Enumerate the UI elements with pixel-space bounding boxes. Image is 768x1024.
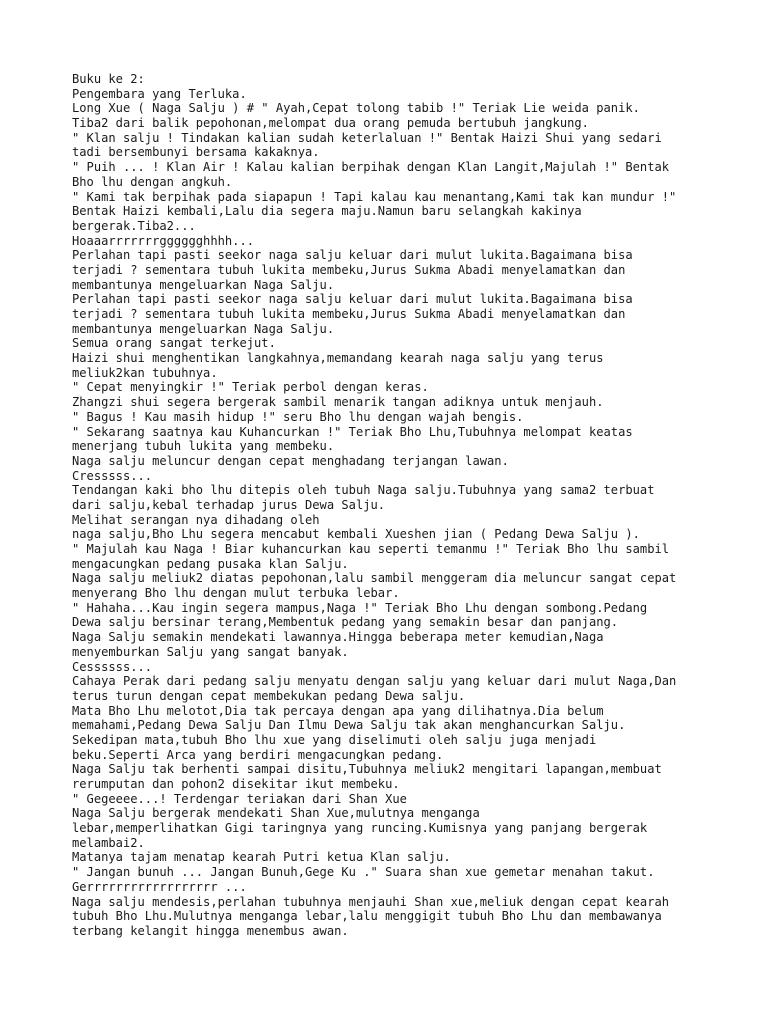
text-line: Gerrrrrrrrrrrrrrrrrr ... bbox=[72, 879, 247, 894]
text-line: Zhangzi shui segera bergerak sambil menarik tangan adiknya untuk menjauh. bbox=[72, 395, 604, 410]
text-line: menerjang tubuh lukita yang membeku. bbox=[72, 439, 335, 454]
text-line: Cahaya Perak dari pedang salju menyatu dengan salju yang keluar dari mulut Naga,Dan bbox=[72, 674, 677, 689]
text-line: " Cepat menyingkir !" Teriak perbol dengan keras. bbox=[72, 380, 429, 395]
text-line: Long Xue ( Naga Salju ) # " Ayah,Cepat tolong tabib !" Teriak Lie weida panik. bbox=[72, 101, 640, 116]
text-line: Pengembara yang Terluka. bbox=[72, 86, 247, 101]
text-line: melambai2. bbox=[72, 835, 145, 850]
text-line: Naga Salju semakin mendekati lawannya.Hingga beberapa meter kemudian,Naga bbox=[72, 630, 604, 645]
text-line: Naga salju mendesis,perlahan tubuhnya menjauhi Shan xue,meliuk dengan cepat kearah bbox=[72, 894, 670, 909]
text-line: " Jangan bunuh ... Jangan Bunuh,Gege Ku ." Suara shan xue gemetar menahan takut. bbox=[72, 865, 655, 880]
text-line: Hoaaarrrrrrrgggggghhhh... bbox=[72, 233, 255, 248]
text-line: Perlahan tapi pasti seekor naga salju keluar dari mulut lukita.Bagaimana bisa bbox=[72, 292, 633, 307]
text-line: " Bagus ! Kau masih hidup !" seru Bho lhu dengan wajah bengis. bbox=[72, 409, 524, 424]
text-line: dari salju,kebal terhadap jurus Dewa Salju. bbox=[72, 497, 386, 512]
text-line: Matanya tajam menatap kearah Putri ketua Klan salju. bbox=[72, 850, 451, 865]
text-line: Semua orang sangat terkejut. bbox=[72, 336, 276, 351]
text-line: Melihat serangan nya dihadang oleh bbox=[72, 512, 320, 527]
text-line: terus turun dengan cepat membekukan pedang Dewa salju. bbox=[72, 688, 466, 703]
text-line: Bho lhu dengan angkuh. bbox=[72, 174, 233, 189]
text-line bbox=[72, 939, 712, 954]
text-line: terbang kelangit hingga menembus awan. bbox=[72, 923, 349, 938]
text-line: Tiba2 dari balik pepohonan,melompat dua orang pemuda bertubuh jangkung. bbox=[72, 116, 589, 131]
text-line: terjadi ? sementara tubuh lukita membeku,Jurus Sukma Abadi menyelamatkan dan bbox=[72, 262, 626, 277]
text-line: " Puih ... ! Klan Air ! Kalau kalian berpihak dengan Klan Langit,Majulah !" Bentak bbox=[72, 160, 670, 175]
text-line: menyerang Bho lhu dengan mulut terbuka lebar. bbox=[72, 586, 400, 601]
document-page bbox=[72, 72, 712, 953]
text-line: tadi bersembunyi bersama kakaknya. bbox=[72, 145, 320, 160]
text-line: menyemburkan Salju yang sangat banyak. bbox=[72, 644, 349, 659]
text-line: meliuk2kan tubuhnya. bbox=[72, 365, 218, 380]
text-line: Buku ke 2: bbox=[72, 72, 145, 86]
text-line: Cessssss... bbox=[72, 659, 153, 674]
text-line: Bentak Haizi kembali,Lalu dia segera maju.Namun baru selangkah kakinya bbox=[72, 204, 582, 219]
text-line: Perlahan tapi pasti seekor naga salju keluar dari mulut lukita.Bagaimana bisa bbox=[72, 248, 633, 263]
text-line: " Hahaha...Kau ingin segera mampus,Naga !" Teriak Bho Lhu dengan sombong.Pedang bbox=[72, 600, 648, 615]
text-line: Haizi shui menghentikan langkahnya,memandang kearah naga salju yang terus bbox=[72, 351, 604, 366]
text-line: Naga Salju bergerak mendekati Shan Xue,mulutnya menganga bbox=[72, 806, 480, 821]
text-line: Dewa salju bersinar terang,Membentuk pedang yang semakin besar dan panjang. bbox=[72, 615, 619, 630]
text-line: tubuh Bho Lhu.Mulutnya menganga lebar,lalu menggigit tubuh Bho Lhu dan membawanya bbox=[72, 909, 662, 924]
text-line: " Klan salju ! Tindakan kalian sudah keterlaluan !" Bentak Haizi Shui yang sedari bbox=[72, 130, 662, 145]
text-line: membantunya mengeluarkan Naga Salju. bbox=[72, 277, 335, 292]
text-line: memahami,Pedang Dewa Salju Dan Ilmu Dewa Salju tak akan menghancurkan Salju. bbox=[72, 718, 626, 733]
text-line: " Majulah kau Naga ! Biar kuhancurkan kau seperti temanmu !" Teriak Bho lhu sambil bbox=[72, 542, 670, 556]
text-line: mengacungkan pedang pusaka klan Salju. bbox=[72, 556, 349, 571]
text-line: terjadi ? sementara tubuh lukita membeku,Jurus Sukma Abadi menyelamatkan dan bbox=[72, 307, 626, 321]
text-line: beku.Seperti Arca yang berdiri mengacungkan pedang. bbox=[72, 747, 444, 762]
text-line: lebar,memperlihatkan Gigi taringnya yang runcing.Kumisnya yang panjang bergerak bbox=[72, 821, 648, 836]
text-line: Tendangan kaki bho lhu ditepis oleh tubuh Naga salju.Tubuhnya yang sama2 terbuat bbox=[72, 483, 655, 498]
text-line: " Gegeeee...! Terdengar teriakan dari Shan Xue bbox=[72, 791, 407, 806]
text-line: Naga salju meliuk2 diatas pepohonan,lalu sambil menggeram dia meluncur sangat cepat bbox=[72, 571, 677, 586]
text-line: " Kami tak berpihak pada siapapun ! Tapi kalau kau menantang,Kami tak kan mundur !" bbox=[72, 189, 677, 204]
text-line: Mata Bho Lhu melotot,Dia tak percaya dengan apa yang dilihatnya.Dia belum bbox=[72, 703, 604, 718]
text-line: Sekedipan mata,tubuh Bho lhu xue yang diselimuti oleh salju juga menjadi bbox=[72, 732, 597, 747]
text-line: membantunya mengeluarkan Naga Salju. bbox=[72, 321, 335, 336]
text-line: naga salju,Bho Lhu segera mencabut kembali Xueshen jian ( Pedang Dewa Salju ). bbox=[72, 527, 640, 542]
text-line: Cresssss... bbox=[72, 468, 153, 483]
text-line: Naga salju meluncur dengan cepat menghadang terjangan lawan. bbox=[72, 453, 509, 468]
text-line: bergerak.Tiba2... bbox=[72, 218, 196, 233]
text-line: Naga Salju tak berhenti sampai disitu,Tubuhnya meliuk2 mengitari lapangan,membuat bbox=[72, 762, 662, 777]
text-line: " Sekarang saatnya kau Kuhancurkan !" Teriak Bho Lhu,Tubuhnya melompat keatas bbox=[72, 424, 633, 439]
text-line: rerumputan dan pohon2 disekitar ikut membeku. bbox=[72, 777, 400, 791]
